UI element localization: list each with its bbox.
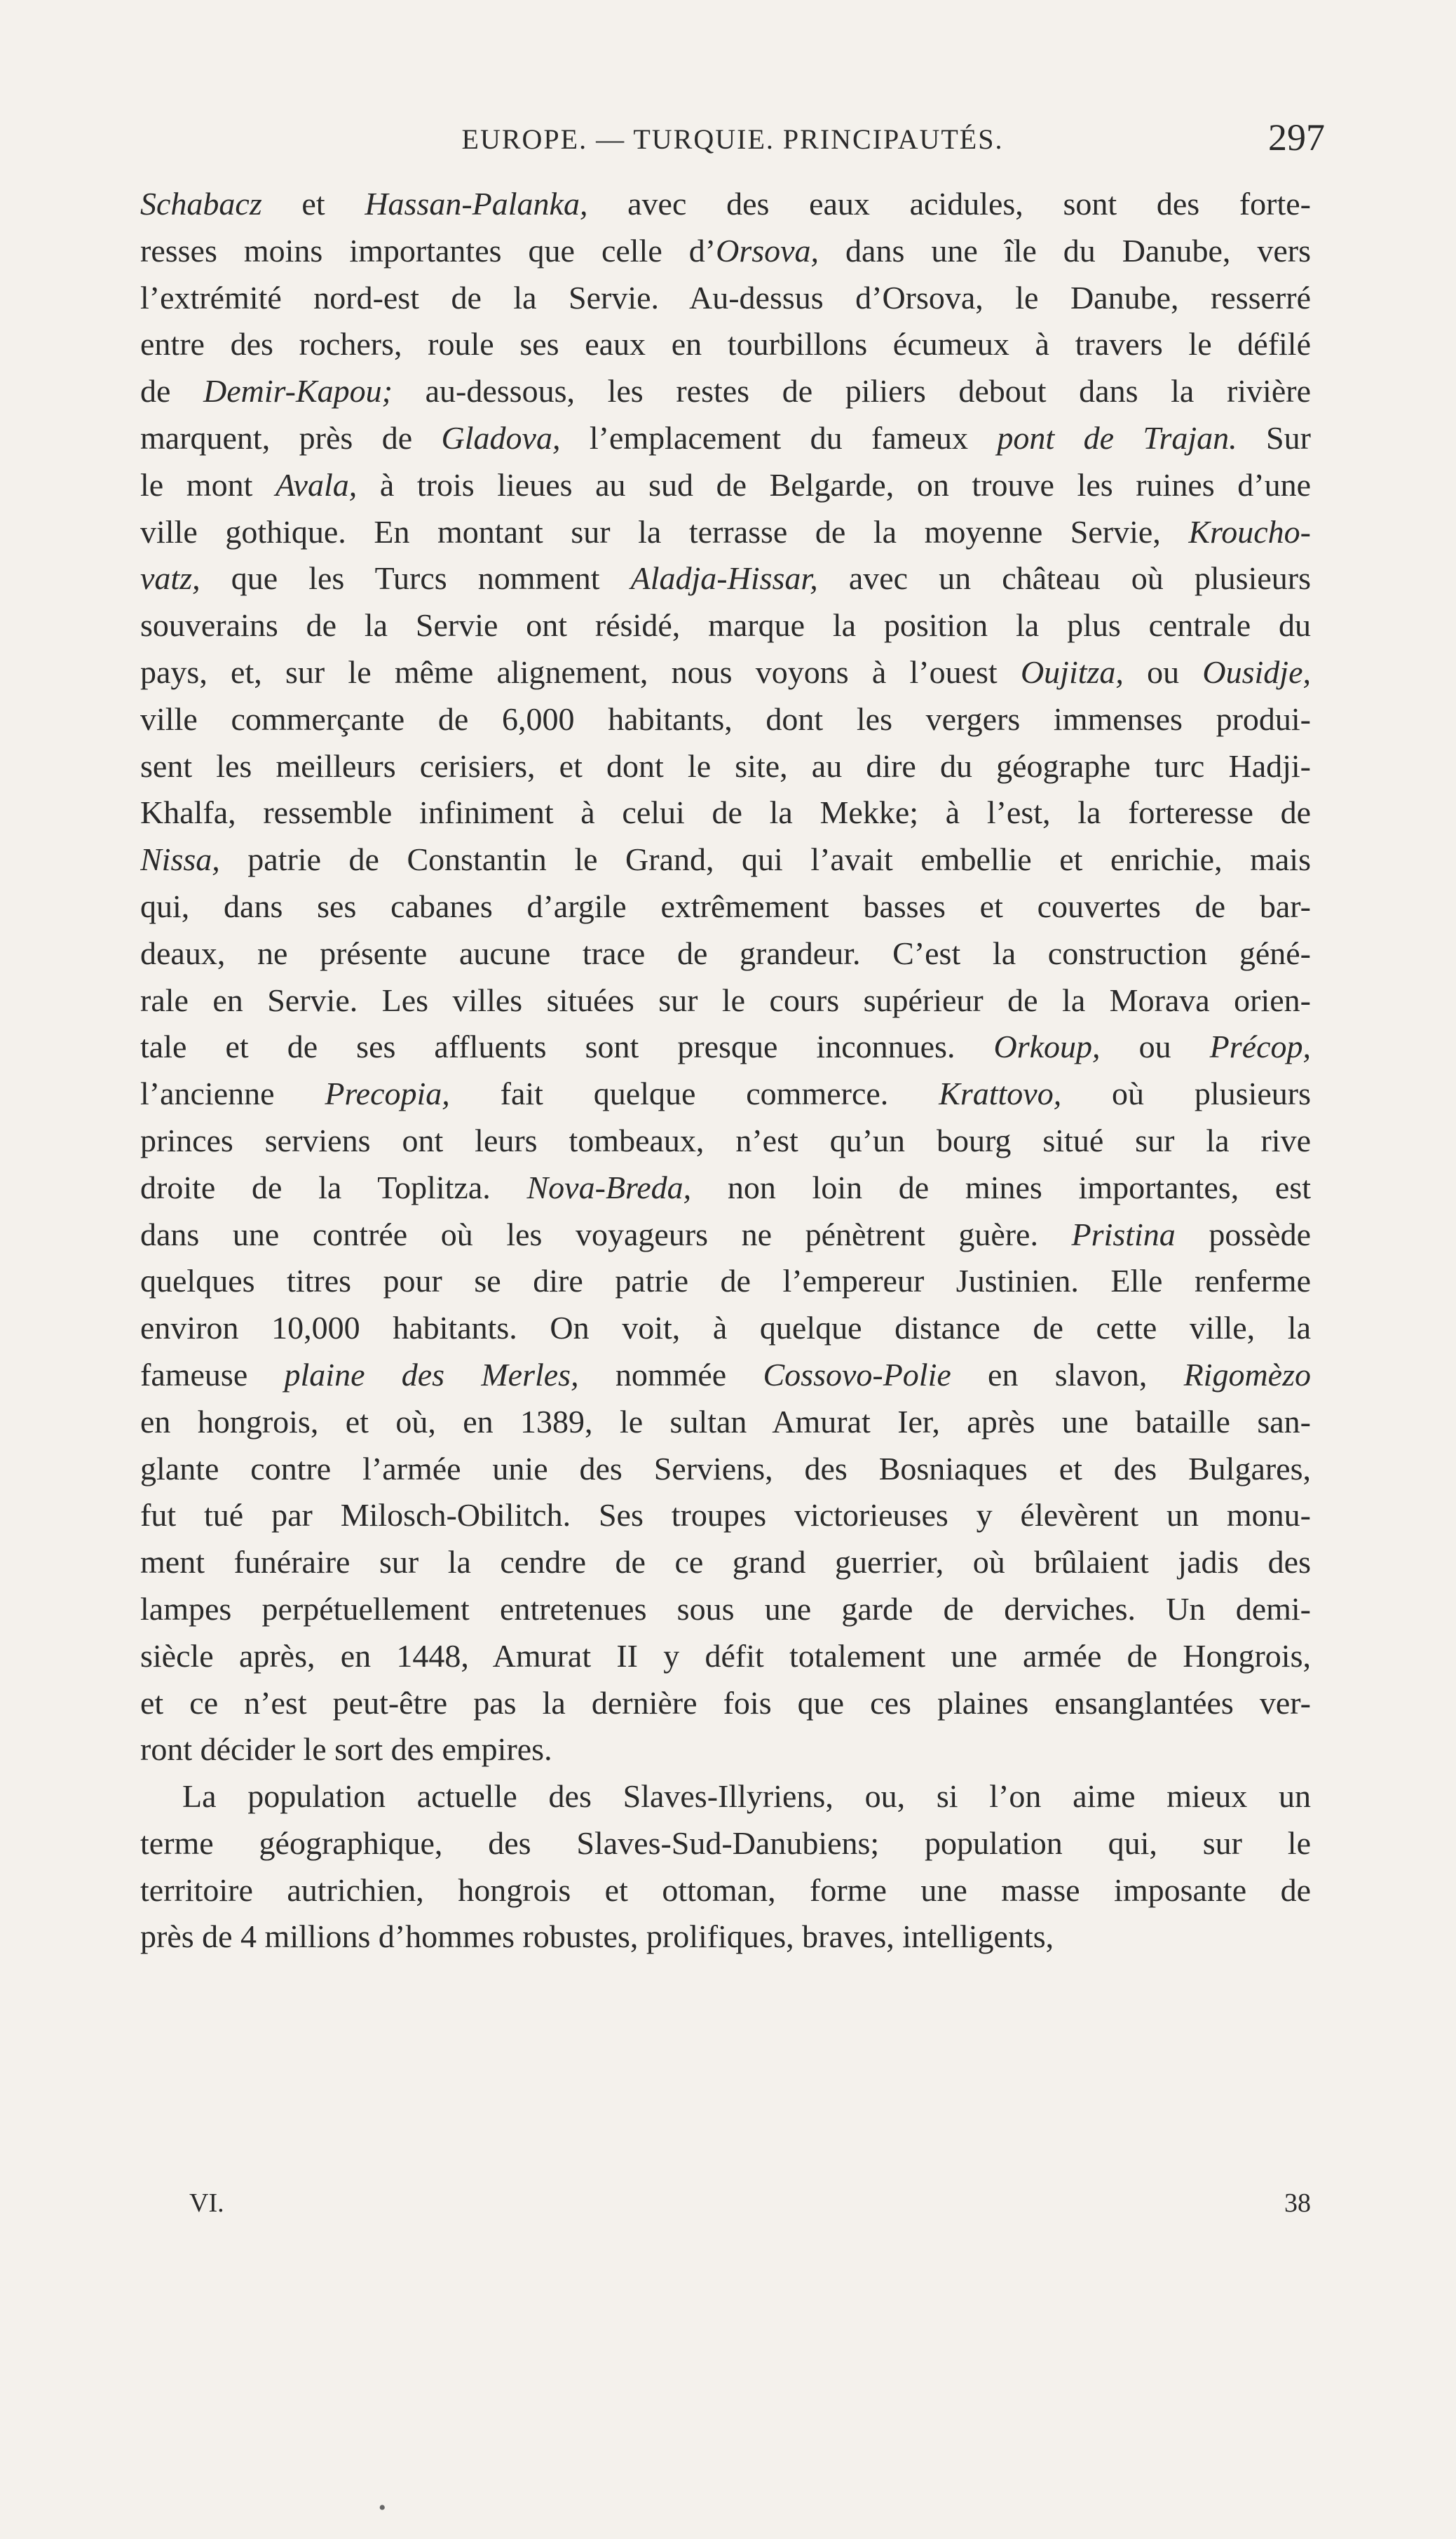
text-run: l’extrémité nord-est de la Servie. Au-dessus d’Orsova, le Danube, resserré (140, 279, 1311, 316)
text-run: Sur (1237, 419, 1311, 456)
text-run: lampes perpétuellement entretenues sous une garde de derviches. Un demi- (140, 1590, 1311, 1627)
text-run: fameuse (140, 1356, 285, 1393)
text-line (140, 1399, 1311, 1446)
text-run: La population actuelle des Slaves-Illyriens, ou, si l’on aime mieux un (182, 1778, 1311, 1815)
page-header (140, 116, 1325, 172)
text-line (140, 509, 1311, 556)
italic-term: Aladja-Hissar, (630, 560, 818, 597)
text-run: dans une île du Danube, vers (819, 232, 1311, 269)
text-line (140, 1680, 1311, 1727)
text-line (140, 743, 1311, 790)
text-run: le mont (140, 466, 275, 503)
text-line (140, 1492, 1311, 1539)
text-line (140, 883, 1311, 930)
text-run: terme géographique, des Slaves-Sud-Danubiens; population qui, sur le (140, 1824, 1311, 1861)
text-line (140, 930, 1311, 977)
text-line (140, 555, 1311, 602)
text-line (140, 977, 1311, 1024)
text-run: resses moins importantes que celle d’ (140, 232, 716, 269)
text-line (140, 649, 1311, 696)
text-run: ment funéraire sur la cendre de ce grand guerrier, où brûlaient jadis des (140, 1544, 1311, 1580)
text-run: à trois lieues au sud de Belgarde, on trouve les ruines d’une (357, 466, 1311, 503)
text-run: qui, dans ses cabanes d’argile extrêmement basses et couvertes de bar- (140, 888, 1311, 924)
italic-term: Ousidje, (1202, 654, 1311, 690)
italic-term: Rigomèzo (1183, 1356, 1311, 1393)
text-line (140, 228, 1311, 275)
text-run: l’emplacement du fameux (560, 419, 998, 456)
italic-term: Nova-Breda, (526, 1169, 692, 1205)
text-run: ront décider le sort des empires. (140, 1731, 552, 1768)
italic-term: Precopia, (325, 1076, 450, 1112)
page-number: 297 (1268, 116, 1325, 158)
text-run: droite de la Toplitza. (140, 1169, 527, 1205)
text-run: que les Turcs nomment (200, 560, 631, 597)
text-run: nommée (578, 1356, 763, 1393)
text-line (140, 1212, 1311, 1259)
text-run: ville commerçante de 6,000 habitants, dont les vergers immenses produi- (140, 700, 1311, 737)
text-line (140, 1305, 1311, 1352)
italic-term: Demir-Kapou; (203, 373, 393, 409)
text-line (140, 1867, 1311, 1914)
text-line (140, 181, 1311, 228)
text-line (140, 1820, 1311, 1867)
text-line (140, 275, 1311, 322)
signature-mark: VI. (189, 2188, 224, 2218)
page-footer (140, 2188, 1311, 2230)
italic-term: pont de Trajan. (997, 419, 1237, 456)
text-run: au-dessous, les restes de piliers debout dans la rivière (392, 373, 1311, 409)
text-run: près de 4 millions d’hommes robustes, prolifiques, braves, intelligents, (140, 1918, 1054, 1955)
text-run: quelques titres pour se dire patrie de l’empereur Justinien. Elle renferme (140, 1263, 1311, 1299)
text-run: non loin de mines importantes, est (691, 1169, 1311, 1205)
text-run: dans une contrée où les voyageurs ne pénètrent guère. (140, 1216, 1072, 1252)
text-run: avec un château où plusieurs (817, 560, 1311, 597)
text-run: en slavon, (951, 1356, 1184, 1393)
text-run: souverains de la Servie ont résidé, marque la position la plus centrale du (140, 607, 1311, 644)
text-run: rale en Servie. Les villes situées sur le cours supérieur de la Morava orien- (140, 982, 1311, 1018)
text-run: ou (1123, 654, 1203, 690)
text-line (140, 368, 1311, 415)
text-run: avec des eaux acidules, sont des forte- (587, 186, 1311, 222)
text-run: pays, et, sur le même alignement, nous voyons à l’ouest (140, 654, 1021, 690)
text-line (140, 1586, 1311, 1633)
text-line (140, 415, 1311, 462)
running-head: EUROPE. — TURQUIE. PRINCIPAUTÉS. (461, 123, 1004, 155)
text-run: de (140, 373, 204, 409)
text-run: siècle après, en 1448, Amurat II y défit totalement une armée de Hongrois, (140, 1637, 1311, 1674)
text-run: possède (1175, 1216, 1311, 1252)
italic-term: Cossovo-Polie (763, 1356, 951, 1393)
text-run: deaux, ne présente aucune trace de grandeur. C’est la construction géné- (140, 935, 1311, 971)
text-run: l’ancienne (140, 1076, 325, 1112)
text-run: où plusieurs (1061, 1076, 1311, 1112)
text-run: Khalfa, ressemble infiniment à celui de la Mekke; à l’est, la forteresse de (140, 794, 1311, 831)
text-line (140, 1352, 1311, 1399)
text-line (140, 1446, 1311, 1493)
italic-term: Kroucho- (1188, 513, 1311, 550)
italic-term: plaine des Merles, (284, 1356, 579, 1393)
text-line (140, 602, 1311, 649)
text-run: patrie de Constantin le Grand, qui l’avait embellie et enrichie, mais (219, 841, 1311, 878)
text-line (140, 1539, 1311, 1586)
text-line (140, 1633, 1311, 1680)
text-line (140, 1726, 1311, 1773)
text-line (140, 1258, 1311, 1305)
text-run: et ce n’est peut-être pas la dernière fois que ces plaines ensanglantées ver- (140, 1684, 1311, 1721)
text-run: en hongrois, et où, en 1389, le sultan Amurat Ier, après une bataille san- (140, 1403, 1311, 1440)
body-text (140, 181, 1311, 1961)
leaf-number: 38 (1284, 2188, 1311, 2218)
italic-term: Nissa, (140, 841, 220, 878)
text-run: marquent, près de (140, 419, 442, 456)
text-line (140, 837, 1311, 883)
text-line (140, 1165, 1311, 1212)
italic-term: Pristina (1071, 1216, 1176, 1252)
text-run: sent les meilleurs cerisiers, et dont le site, au dire du géographe turc Hadji- (140, 747, 1311, 784)
text-line (140, 1914, 1311, 1961)
text-line (140, 1773, 1311, 1820)
text-line (140, 462, 1311, 509)
text-run: ville gothique. En montant sur la terrasse de la moyenne Servie, (140, 513, 1189, 550)
text-run: tale et de ses affluents sont presque inconnues. (140, 1029, 994, 1065)
italic-term: Orkoup, (993, 1029, 1101, 1065)
text-run: fut tué par Milosch-Obilitch. Ses troupes victorieuses y élevèrent un monu- (140, 1497, 1311, 1533)
text-line (140, 790, 1311, 837)
text-run: entre des rochers, roule ses eaux en tourbillons écumeux à travers le défilé (140, 326, 1311, 363)
stray-mark: • (379, 2496, 386, 2519)
text-line (140, 1024, 1311, 1071)
italic-term: Krattovo, (939, 1076, 1062, 1112)
italic-term: Précop, (1209, 1029, 1311, 1065)
text-run: glante contre l’armée unie des Serviens, des Bosniaques et des Bulgares, (140, 1450, 1311, 1487)
text-run: et (261, 186, 365, 222)
text-line (140, 1118, 1311, 1165)
text-run: princes serviens ont leurs tombeaux, n’est qu’un bourg situé sur la rive (140, 1122, 1311, 1158)
italic-term: Orsova, (716, 232, 819, 269)
italic-term: vatz, (140, 560, 200, 597)
text-run: environ 10,000 habitants. On voit, à quelque distance de cette ville, la (140, 1310, 1311, 1346)
text-line (140, 321, 1311, 368)
text-line (140, 1071, 1311, 1118)
italic-term: Schabacz (140, 186, 262, 222)
text-line (140, 696, 1311, 743)
text-run: fait quelque commerce. (449, 1076, 939, 1112)
text-run: territoire autrichien, hongrois et ottoman, forme une masse imposante de (140, 1871, 1311, 1908)
italic-term: Hassan-Palanka, (365, 186, 588, 222)
italic-term: Avala, (275, 466, 358, 503)
text-run: ou (1100, 1029, 1210, 1065)
italic-term: Gladova, (441, 419, 561, 456)
italic-term: Oujitza, (1020, 654, 1124, 690)
